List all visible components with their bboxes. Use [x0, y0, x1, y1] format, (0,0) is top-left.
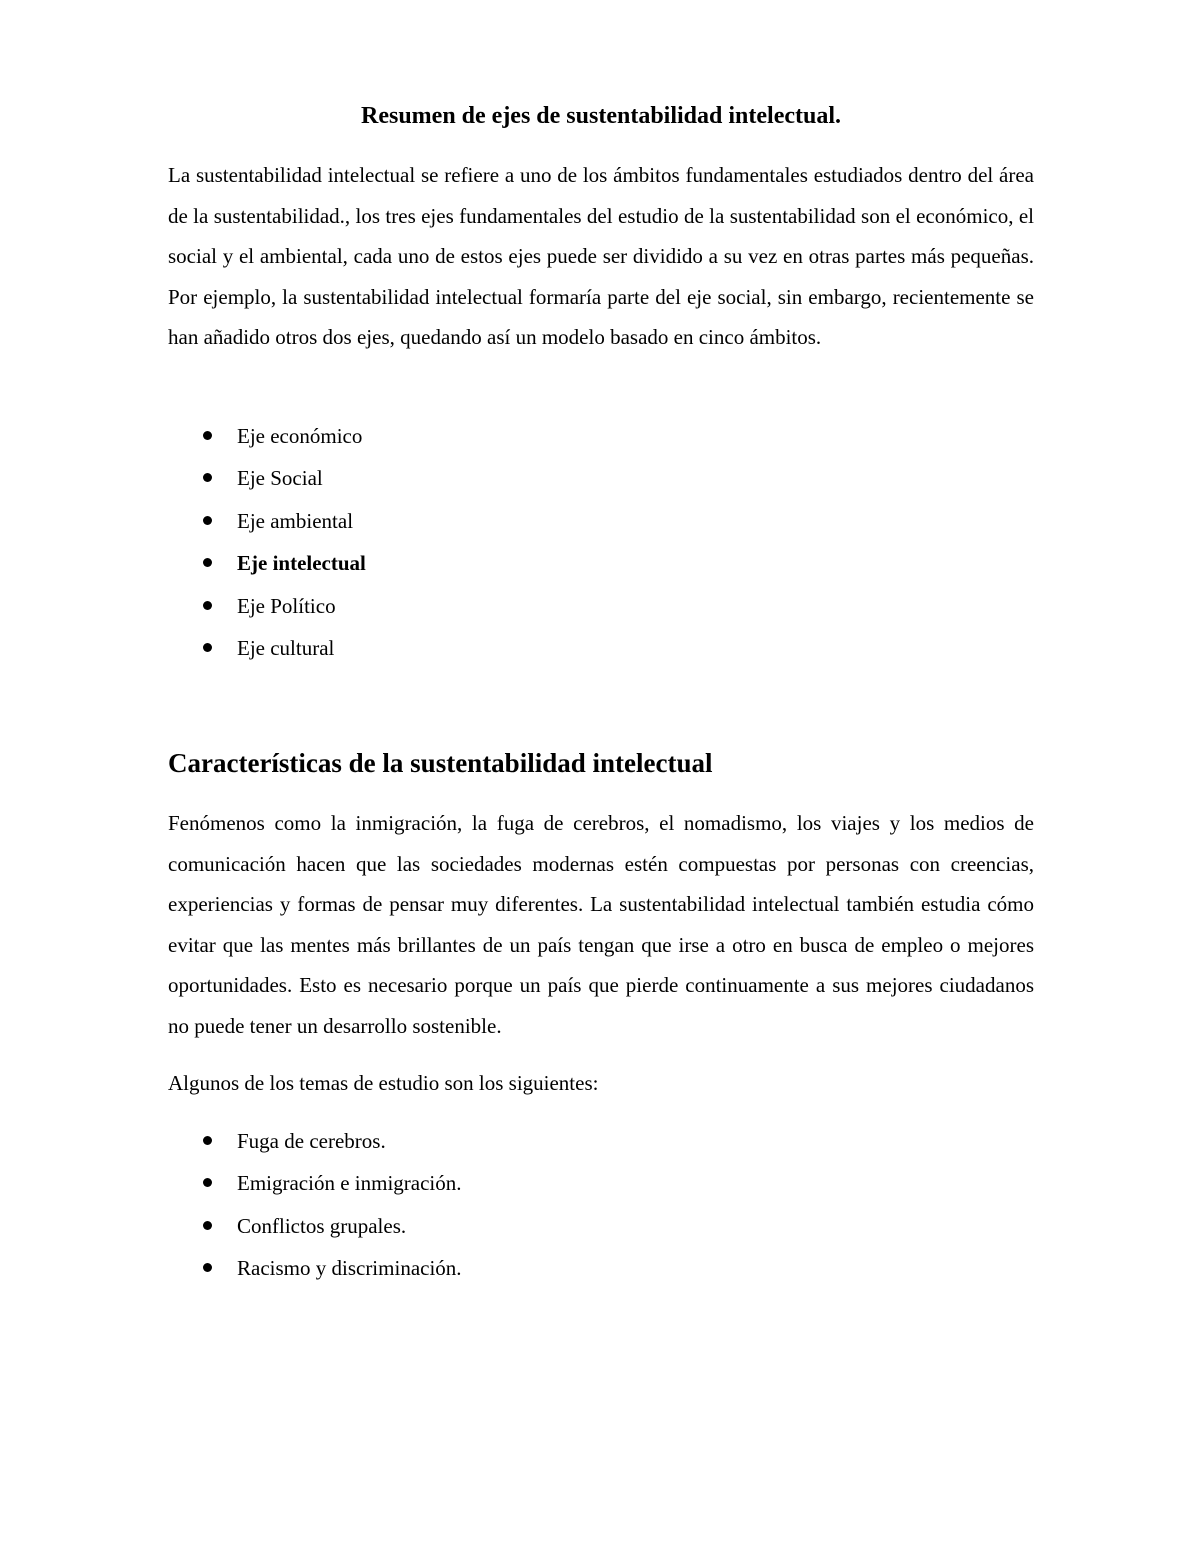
bullet-icon: [203, 1221, 212, 1230]
topics-list: [200, 1120, 462, 1290]
list-item-label: Conflictos grupales.: [237, 1213, 407, 1238]
list-item: [200, 1205, 462, 1247]
intro-paragraph: La sustentabilidad intelectual se refiere a uno de los ámbitos fundamentales estudiados dentro del área de la sustentabilidad., los tres ejes fundamentales del estudio de la sustentabilidad son el económico, el social y el ambiental, cada uno de estos ejes puede ser dividido a su vez en otras partes más pequeñas. Por ejemplo, la sustentabilidad intelectual formaría parte del eje social, sin embargo, recientemente se han añadido otros dos ejes, quedando así un modelo basado en cinco ámbitos.: [168, 163, 1034, 350]
document-title: Resumen de ejes de sustentabilidad intelectual.: [361, 103, 841, 129]
list-item: [200, 585, 366, 627]
list-item-label: Eje Social: [237, 466, 323, 491]
list-item-label: Eje cultural: [237, 635, 335, 660]
bullet-icon: [203, 601, 212, 610]
list-item-label: Eje Político: [237, 593, 336, 618]
list-item: [200, 500, 366, 542]
bullet-icon: [203, 473, 212, 482]
bullet-icon: [203, 516, 212, 525]
list-item: [200, 542, 366, 584]
list-item-label: Fuga de cerebros.: [237, 1129, 386, 1153]
bullet-icon: [203, 431, 212, 440]
list-item-label: Emigración e inmigración.: [237, 1171, 462, 1196]
list-item-label-bold: Eje intelectual: [237, 551, 366, 576]
characteristics-paragraph: Fenómenos como la inmigración, la fuga de cerebros, el nomadismo, los viajes y los medios de comunicación hacen que las sociedades modernas estén compuestas por personas con creencias, experiencias y formas de pensar muy diferentes. La sustentabilidad intelectual también estudia cómo evitar que las mentes más brillantes de un país tengan que irse a otro en busca de empleo o mejores oportunidades. Esto es necesario porque un país que pierde continuamente a sus mejores ciudadanos no puede tener un desarrollo sostenible.: [168, 811, 1034, 1038]
list-item-label: Eje económico: [237, 424, 363, 448]
topics-intro: Algunos de los temas de estudio son los siguientes:: [168, 1071, 599, 1095]
list-item: [200, 1120, 462, 1162]
bullet-icon: [203, 1263, 212, 1272]
list-item: [200, 1162, 462, 1204]
list-item-label: Eje ambiental: [237, 508, 354, 533]
list-item: [200, 627, 366, 669]
bullet-icon: [203, 1178, 212, 1187]
section-heading: Características de la sustentabilidad intelectual: [168, 748, 713, 778]
bullet-icon: [203, 643, 212, 652]
list-item-label: Racismo y discriminación.: [237, 1256, 462, 1281]
bullet-icon: [203, 558, 212, 567]
list-item: [200, 1247, 462, 1289]
axes-list: [200, 415, 366, 669]
bullet-icon: [203, 1136, 212, 1145]
list-item: [200, 457, 366, 499]
list-item: [200, 415, 366, 457]
